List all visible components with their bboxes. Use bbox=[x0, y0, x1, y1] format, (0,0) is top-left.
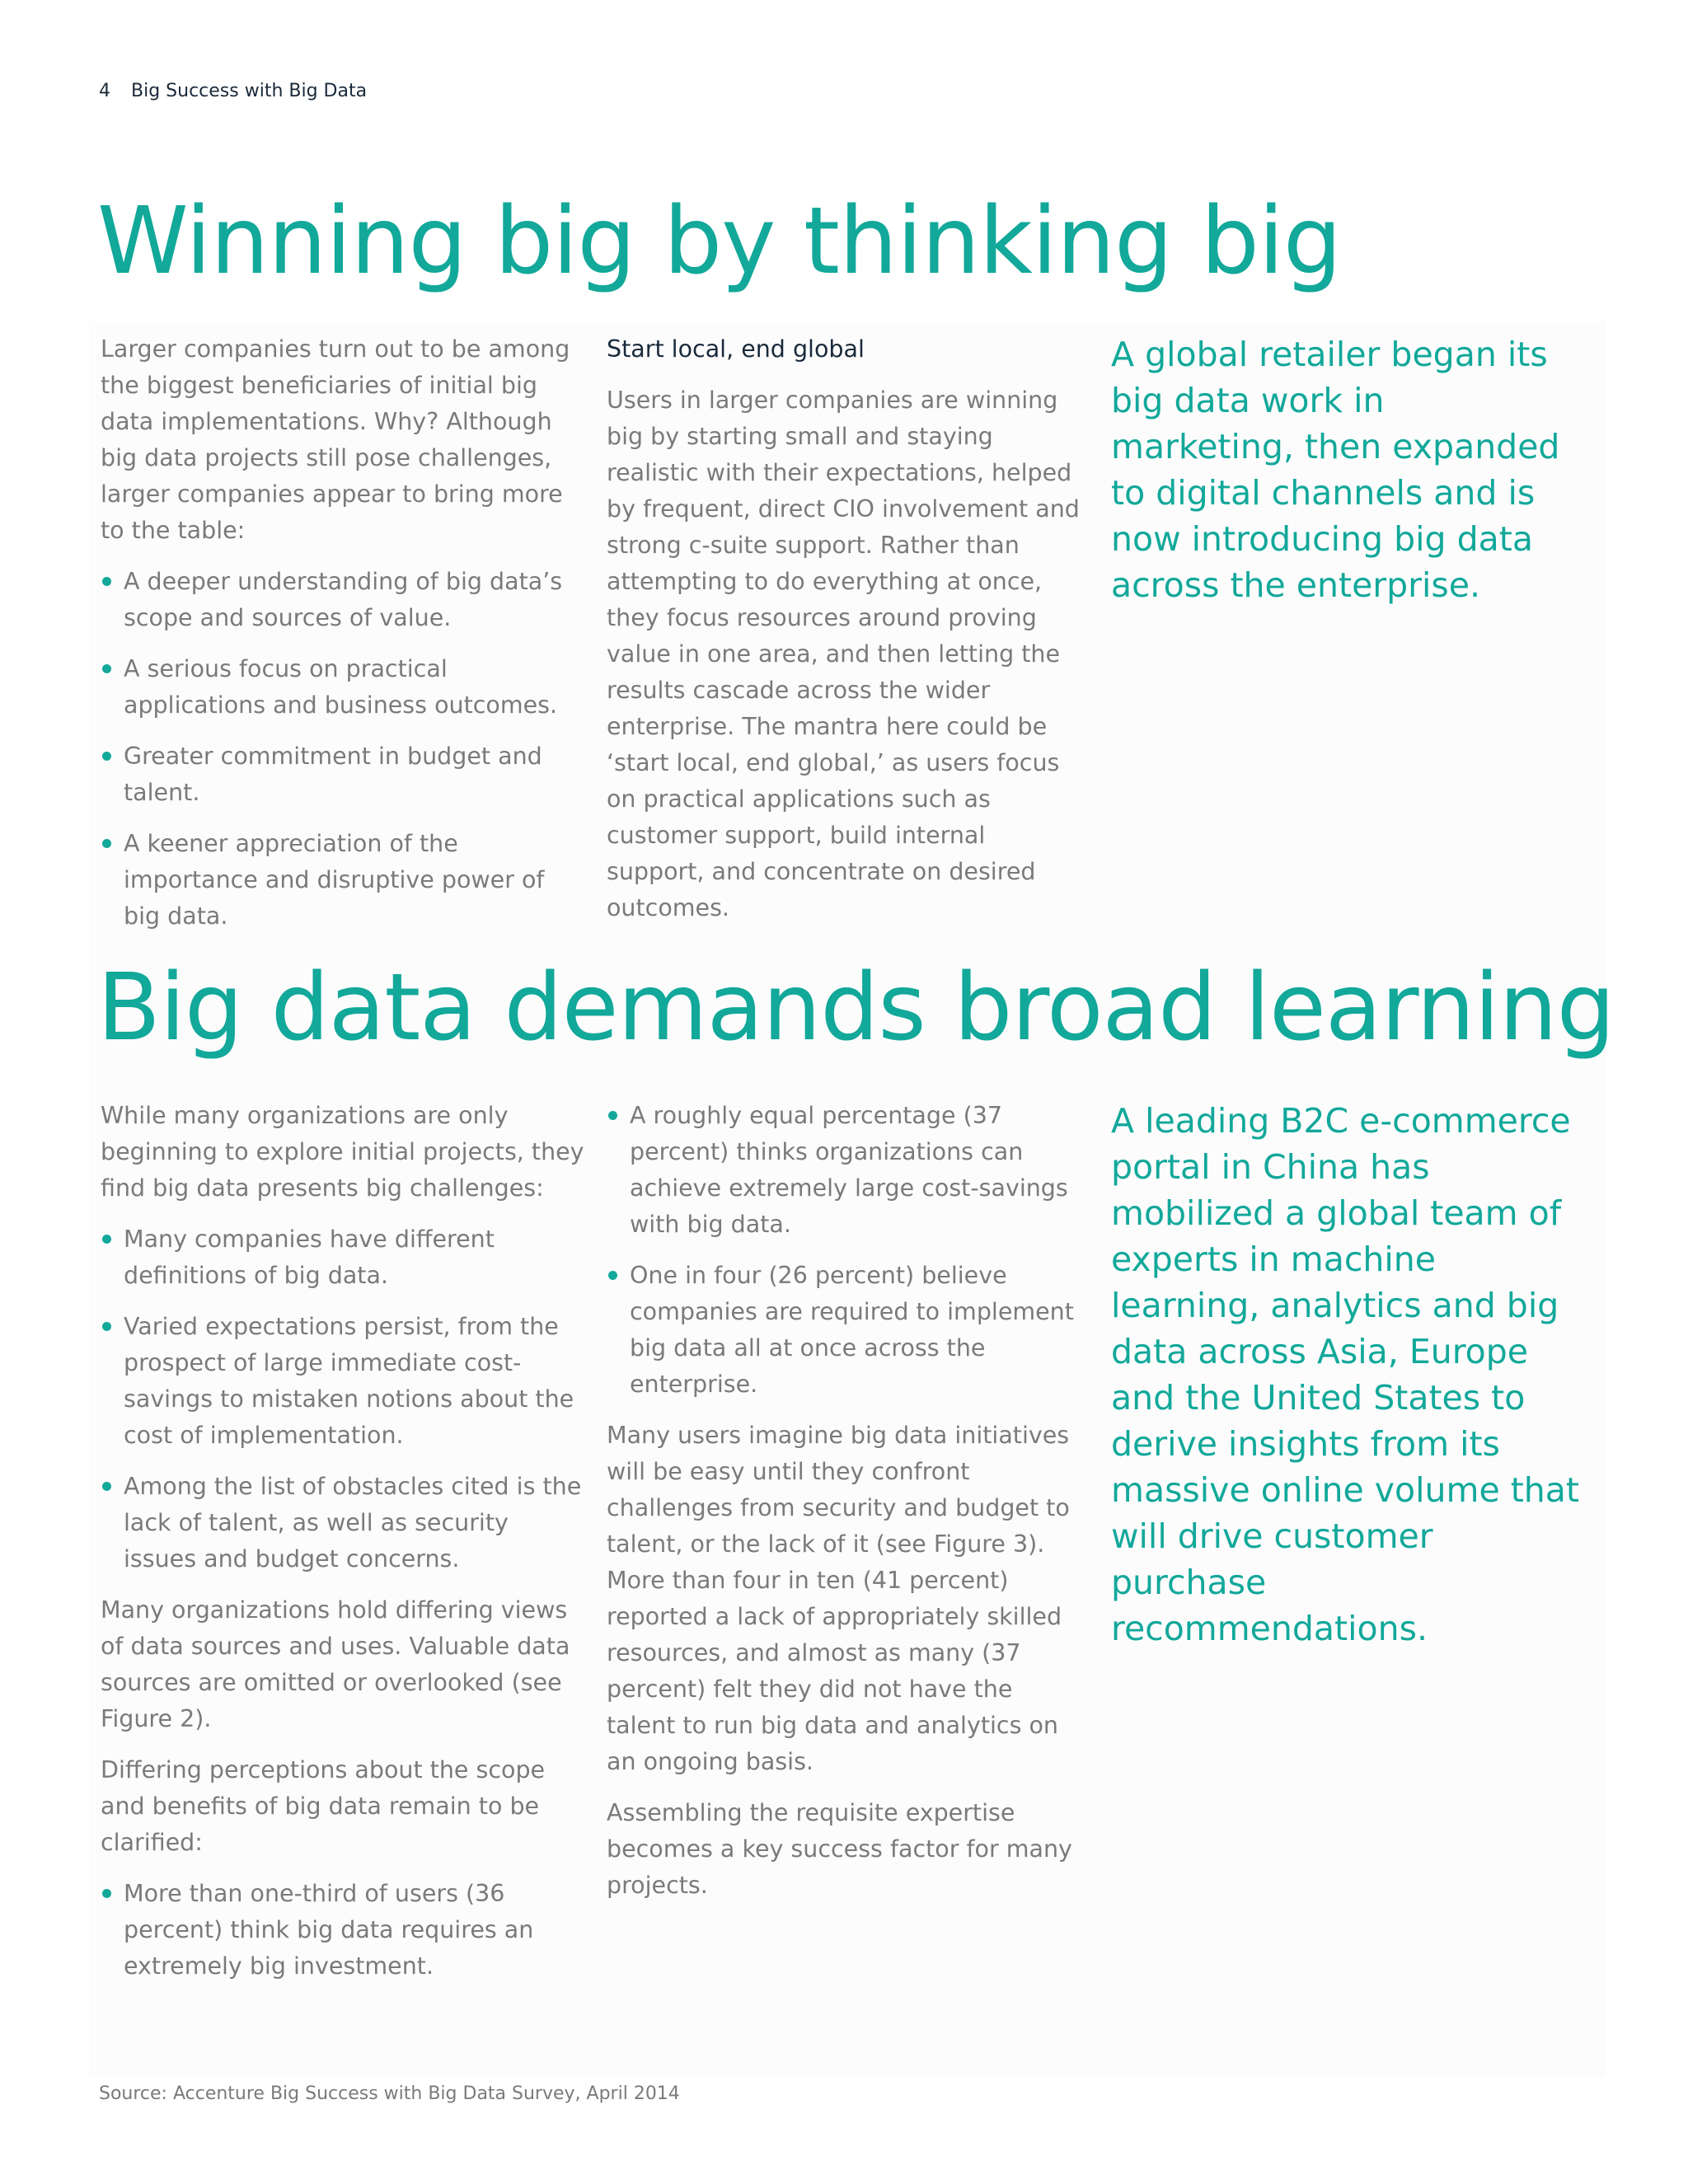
section2-bullet-list-3 bbox=[607, 1098, 1085, 1403]
list-item: Among the list of obstacles cited is the lack of talent, as well as security issues and budget concerns. bbox=[101, 1469, 587, 1577]
list-item: More than one-third of users (36 percent) think big data requires an extremely big investment. bbox=[101, 1876, 587, 1985]
section2-paragraph: Differing perceptions about the scope and benefits of big data remain to be clarified: bbox=[101, 1756, 546, 1856]
section2-heading: Big data demands broad learning bbox=[97, 954, 1615, 1062]
section2-paragraph: Many organizations hold differing views of data sources and uses. Valuable data sources are omitted or overlooked (see Figure 2). bbox=[101, 1596, 570, 1732]
list-item: A roughly equal percentage (37 percent) thinks organizations can achieve extremely large cost-savings with big data. bbox=[607, 1098, 1085, 1243]
section1-subheading: Start local, end global bbox=[607, 335, 865, 363]
section1-column-2 bbox=[607, 331, 1085, 941]
section2-paragraph: Many users imagine big data initiatives will be easy until they confront challenges from security and budget to talent, or the lack of it (see Figure 3). More than four in ten (41 percent) reported a lack of appropriately skilled resources, and almost as many (37 percent) felt they did not have the talent to run big data and analytics on an ongoing basis. bbox=[607, 1422, 1070, 1775]
section2-bullet-list bbox=[101, 1221, 587, 1577]
section1-bullet-list bbox=[101, 564, 587, 935]
section2-callout: A leading B2C e-commerce portal in China has mobilized a global team of experts in machine learning, analytics and big data across Asia, Europe and the United States to derive insights from its massive online volume that will drive customer purchase recommendations. bbox=[1111, 1101, 1579, 1648]
publication-title: Big Success with Big Data bbox=[131, 81, 368, 101]
list-item: A deeper understanding of big data’s scope and sources of value. bbox=[101, 564, 587, 636]
section1-heading: Winning big by thinking big bbox=[97, 188, 1342, 295]
list-item: A serious focus on practical applications and business outcomes. bbox=[101, 651, 587, 724]
list-item: One in four (26 percent) believe companies are required to implement big data all at once across the enterprise. bbox=[607, 1258, 1085, 1403]
list-item: Greater commitment in budget and talent. bbox=[101, 738, 587, 811]
section1-column-1 bbox=[101, 331, 587, 949]
section1-intro: Larger companies turn out to be among the biggest beneficiaries of initial big data implementations. Why? Although big data projects still pose challenges, larger companies appear to bring more to the table: bbox=[101, 335, 570, 544]
list-item: Varied expectations persist, from the prospect of large immediate cost-savings to mistaken notions about the cost of implementation. bbox=[101, 1309, 587, 1454]
section2-paragraph: Assembling the requisite expertise becomes a key success factor for many projects. bbox=[607, 1799, 1072, 1899]
section2-column-2 bbox=[607, 1098, 1085, 1919]
page-number: 4 bbox=[99, 81, 110, 101]
section1-callout: A global retailer began its big data work in marketing, then expanded to digital channels and is now introducing big data across the enterprise. bbox=[1111, 335, 1560, 605]
list-item: Many companies have different definitions of big data. bbox=[101, 1221, 587, 1294]
section1-body: Users in larger companies are winning big by starting small and staying realistic with their expectations, helped by frequent, direct CIO involvement and strong c-suite support. Rather than attempting to do everything at once, they focus resources around proving value in one area, and then letting the results cascade across the wider enterprise. The mantra here could be ‘start local, end global,’ as users focus on practical applications such as customer support, build internal support, and concentrate on desired outcomes. bbox=[607, 387, 1080, 921]
running-header bbox=[99, 81, 367, 101]
section2-intro: While many organizations are only beginning to explore initial projects, they find big data presents big challenges: bbox=[101, 1102, 584, 1202]
list-item: A keener appreciation of the importance and disruptive power of big data. bbox=[101, 826, 587, 935]
section2-bullet-list-2 bbox=[101, 1876, 587, 1985]
section2-column-1 bbox=[101, 1098, 587, 1999]
source-note: Source: Accenture Big Success with Big Data Survey, April 2014 bbox=[99, 2083, 680, 2104]
